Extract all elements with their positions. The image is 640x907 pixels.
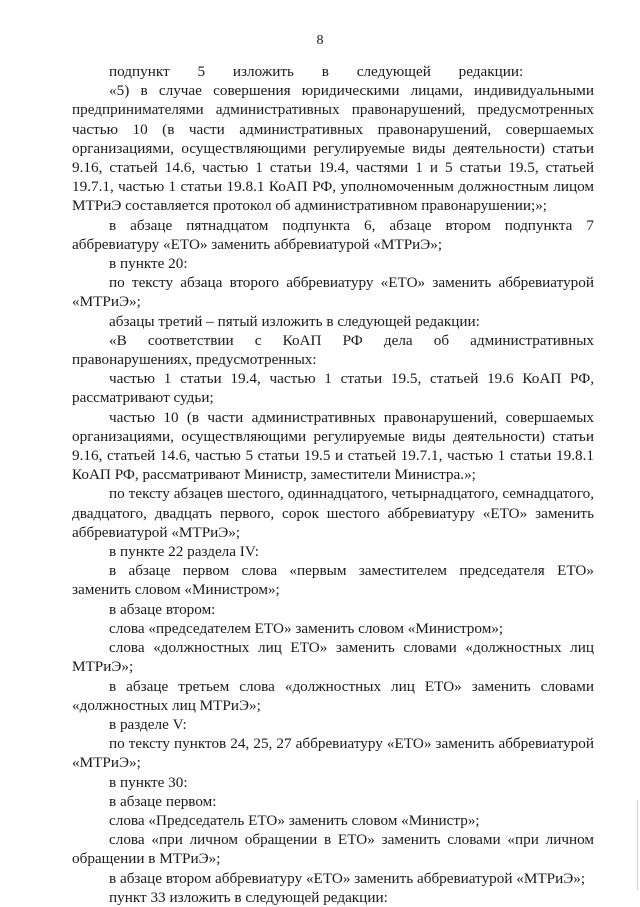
paragraph: слова «должностных лиц ЕТО» заменить словами «должностных лиц МТРиЭ»;: [72, 639, 594, 676]
paragraph: слова «при личном обращении в ЕТО» заменить словами «при личном обращении в МТРиЭ»;: [72, 831, 594, 868]
scan-edge-line: [637, 800, 638, 890]
paragraph: пункт 33 изложить в следующей редакции:: [109, 888, 388, 906]
paragraph: частью 1 статьи 19.4, частью 1 статьи 19.5, статьей 19.6 КоАП РФ, рассматривают судьи;: [72, 370, 594, 407]
paragraph: в пункте 22 раздела IV:: [109, 543, 259, 561]
paragraph: по тексту абзаца второго аббревиатуру «ЕТО» заменить аббревиатурой «МТРиЭ»;: [72, 274, 594, 311]
paragraph: в пункте 20:: [109, 255, 188, 273]
paragraph: в разделе V:: [109, 715, 187, 733]
paragraph: частью 10 (в части административных правонарушений, совершаемых организациями, осуществляющими регулируемые виды деятельности) статьи 9.16, статьей 14.6, частью 5 статьи 19.5 и статьей 19.7.1, частью 1 статьи 19.8.1 КоАП РФ, рассматривают Министр, заместители Министра.»;: [72, 408, 594, 484]
paragraph: «В соответствии с КоАП РФ дела об административных правонарушениях, предусмотренных:: [72, 331, 594, 369]
paragraph: в абзаце первом:: [109, 792, 217, 810]
paragraph: в абзаце третьем слова «должностных лиц ЕТО» заменить словами «должностных лиц МТРиЭ»;: [72, 677, 594, 714]
paragraph: в абзаце втором аббревиатуру «ЕТО» заменить аббревиатурой «МТРиЭ»;: [109, 869, 586, 887]
paragraph: в абзаце втором:: [109, 600, 216, 618]
document-body: [72, 62, 594, 907]
paragraph: по тексту абзацев шестого, одиннадцатого, четырнадцатого, семнадцатого, двадцатого, двадцать первого, сорок шестого аббревиатуру «ЕТО» заменить аббревиатурой «МТРиЭ»;: [72, 485, 594, 541]
paragraph: «5) в случае совершения юридическими лицами, индивидуальными предпринимателями административных правонарушений, предусмотренных частью 10 (в части административных правонарушений, совершаемых организациями, осуществляющими регулируемые виды деятельности) статьи 9.16, статьей 14.6, частью 1 статьи 19.4, частями 1 и 5 статьи 19.5, статьей 19.7.1, частью 1 статьи 19.8.1 КоАП РФ, уполномоченным должностным лицом МТРиЭ составляется протокол об административном правонарушении;»;: [72, 82, 594, 215]
page-number: 8: [316, 33, 324, 48]
paragraph: слова «Председатель ЕТО» заменить словом «Министр»;: [109, 811, 480, 829]
paragraph: по тексту пунктов 24, 25, 27 аббревиатуру «ЕТО» заменить аббревиатурой «МТРиЭ»;: [72, 735, 594, 772]
paragraph: в абзаце пятнадцатом подпункта 6, абзаце втором подпункта 7 аббревиатуру «ЕТО» заменить аббревиатурой «МТРиЭ»;: [72, 216, 594, 253]
paragraph: абзацы третий – пятый изложить в следующей редакции:: [109, 312, 480, 330]
paragraph: слова «председателем ЕТО» заменить словом «Министром»;: [109, 619, 504, 637]
paragraph: в пункте 30:: [109, 773, 188, 791]
paragraph: в абзаце первом слова «первым заместителем председателя ЕТО» заменить словом «Министром»;: [72, 562, 594, 599]
paragraph: подпункт 5 изложить в следующей редакции:: [109, 63, 524, 80]
